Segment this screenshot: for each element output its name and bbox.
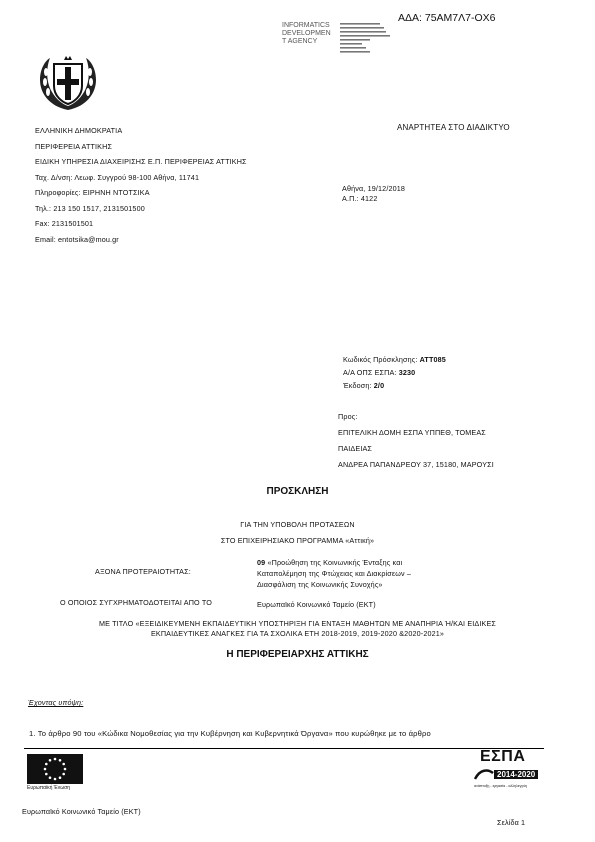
numbered-item-1: 1. Το άρθρο 90 του «Κώδικα Νομοθεσίας για την Κυβέρνηση και Κυβερνητικά Όργανα» που κυρώθηκε με το άρθρο (29, 729, 431, 738)
ops-label: Α/Α ΟΠΣ ΕΣΠΑ: (343, 368, 399, 377)
fund-value: Ευρωπαϊκό Κοινωνικό Ταμείο (ΕΚΤ) (257, 600, 376, 609)
sender-line: ΠΕΡΙΦΕΡΕΙΑ ΑΤΤΙΚΗΣ (35, 141, 113, 151)
fund-label: Ο ΟΠΟΙΟΣ ΣΥΓΧΡΗΜΑΤΟΔΟΤΕΙΤΑΙ ΑΠΟ ΤΟ (60, 598, 212, 607)
topic-line: ΕΚΠΑΙΔΕΥΤΙΚΕΣ ΑΝΑΓΚΕΣ ΓΙΑ ΤΑ ΣΧΟΛΙΚΑ ΕΤΗ 2018-2019, 2019-2020 &2020-2021» (150, 629, 445, 638)
subtitle-2: ΣΤΟ ΕΠΙΧΕΙΡΗΣΙΑΚΟ ΠΡΟΓΡΑΜΜΑ «Αττική» (220, 536, 375, 545)
recipient-label: Προς: (338, 412, 358, 421)
sender-line: Πληροφορίες: ΕΙΡΗΝΗ ΝΤΟΤΣΙΚΑ (35, 188, 150, 197)
version-label: Έκδοση: (343, 381, 374, 390)
watermark-left (282, 22, 331, 46)
espa-wordmark: ΕΣΠΑ (480, 748, 526, 765)
recipient-line: ΑΝΔΡΕΑ ΠΑΠΑΝΔΡΕΟΥ 37, 15180, ΜΑΡΟΥΣΙ (338, 460, 494, 469)
axis-line: «Προώθηση της Κοινωνικής Ένταξης και (267, 558, 403, 567)
sender-block (35, 123, 247, 247)
espa-years: 2014-2020 (494, 770, 538, 779)
espa-tagline: ανάπτυξη - εργασία - αλληλεγγύη (474, 784, 528, 788)
publish-note: ΑΝΑΡΤΗΤΕΑ ΣΤΟ ΔΙΑΔΙΚΤΥΟ (397, 123, 510, 132)
greek-coat-of-arms-icon (34, 52, 102, 114)
sender-line: Τηλ.: 213 150 1517, 2131501500 (35, 203, 145, 213)
axis-line: Καταπολέμηση της Φτώχειας και Διακρίσεων – (257, 569, 412, 578)
call-code-label: Κωδικός Πρόσκλησης: (343, 355, 420, 364)
sender-line: Fax: 2131501501 (35, 219, 94, 228)
ada-code: ΑΔΑ: 75ΑΜ7Λ7-ΟΧ6 (398, 12, 496, 24)
sender-line: Ταχ. Δ/νση: Λεωφ. Συγγρού 98-100 Αθήνα, 11741 (35, 172, 200, 182)
digital-signature-stamp (340, 22, 396, 56)
authority-heading: Η ΠΕΡΙΦΕΡΕΙΑΡΧΗΣ ΑΤΤΙΚΗΣ (226, 649, 369, 660)
subtitle-1: ΓΙΑ ΤΗΝ ΥΠΟΒΟΛΗ ΠΡΟΤΑΣΕΩΝ (240, 520, 355, 529)
axis-line: Διασφάλιση της Κοινωνικής Συνοχής» (257, 580, 383, 589)
page-number: Σελίδα 1 (497, 818, 526, 827)
date-line: Αθήνα, 19/12/2018 (342, 184, 406, 193)
call-info (343, 353, 446, 392)
recipient-block (338, 409, 494, 473)
ops-value: 3230 (398, 368, 416, 377)
page-title: ΠΡΟΣΚΛΗΣΗ (266, 486, 329, 497)
call-code-value: ΑΤΤ085 (419, 355, 446, 364)
call-topic (0, 619, 595, 639)
espa-swoosh-icon (474, 767, 494, 781)
eu-logo-caption: Ευρωπαϊκή Ένωση (27, 785, 70, 791)
watermark-line: DEVELOPMEN (282, 30, 331, 37)
espa-logo (472, 748, 544, 793)
sender-line: ΕΛΛΗΝΙΚΗ ΔΗΜΟΚΡΑΤΙΑ (35, 126, 123, 135)
eu-flag-icon (27, 754, 83, 784)
protocol-line: Α.Π.: 4122 (342, 194, 378, 203)
axis-label: ΑΞΟΝΑ ΠΡΟΤΕΡΑΙΟΤΗΤΑΣ: (95, 567, 191, 576)
axis-description (257, 557, 411, 590)
footer-divider (24, 748, 544, 749)
date-protocol-block (342, 184, 405, 204)
watermark-line: T AGENCY (282, 38, 318, 45)
footer-fund: Ευρωπαϊκό Κοινωνικό Ταμείο (ΕΚΤ) (22, 807, 141, 816)
having-regard: Έχοντας υπόψη: (28, 698, 84, 707)
topic-line: ΜΕ ΤΙΤΛΟ «ΕΞΕΙΔΙΚΕΥΜΕΝΗ ΕΚΠΑΙΔΕΥΤΙΚΗ ΥΠΟΣΤΗΡΙΞΗ ΓΙΑ ΕΝΤΑΞΗ ΜΑΘΗΤΩΝ ΜΕ ΑΝΑΠΗΡΙΑ Ή/ΚΑΙ ΕΙΔΙΚΕΣ (99, 619, 496, 628)
version-value: 2/0 (373, 381, 385, 390)
watermark-line: INFORMATICS (282, 22, 330, 29)
sender-line: Email: entotsika@mou.gr (35, 234, 119, 244)
sender-line: ΕΙΔΙΚΗ ΥΠΗΡΕΣΙΑ ΔΙΑΧΕΙΡΙΣΗΣ Ε.Π. ΠΕΡΙΦΕΡΕΙΑΣ ΑΤΤΙΚΗΣ (35, 157, 247, 166)
recipient-line: ΕΠΙΤΕΛΙΚΗ ΔΟΜΗ ΕΣΠΑ ΥΠΠΕΘ, ΤΟΜΕΑΣ (338, 428, 486, 437)
axis-number: 09 (257, 558, 266, 567)
recipient-line: ΠΑΙΔΕΙΑΣ (338, 444, 373, 453)
